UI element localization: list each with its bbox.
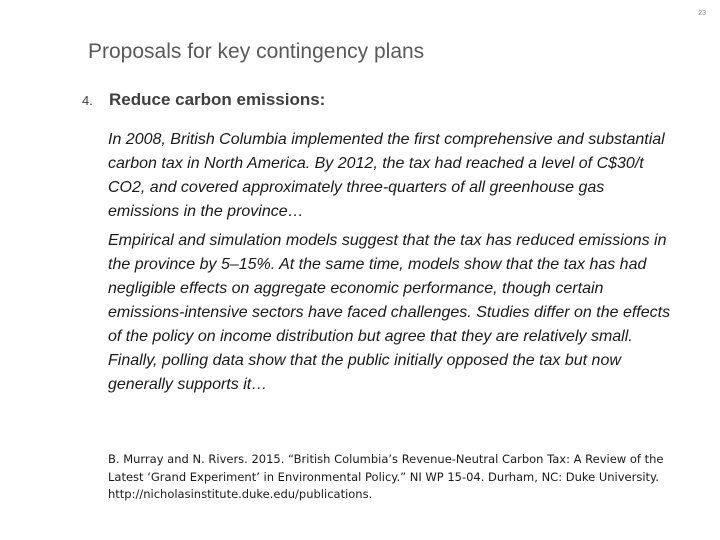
slide-title: Proposals for key contingency plans [88, 40, 425, 63]
item-heading [82, 90, 682, 110]
page-number: 23 [698, 10, 706, 17]
quote-paragraph-1: In 2008, British Columbia implemented the first comprehensive and substantial carbon tax in North America. By 2012, the tax had reached a level of C$30/t CO2, and covered approximately three-quarters of all greenhouse gas emissions in the province… [108, 131, 665, 220]
citation: B. Murray and N. Rivers. 2015. “British Columbia’s Revenue-Neutral Carbon Tax: A Review of the Latest ‘Grand Experiment’ in Environmental Policy.” NI WP 15-04. Durham, NC: Duke University. http://nicholasinstitute.duke.edu/publications. [108, 452, 664, 501]
numbered-item [82, 90, 682, 110]
item-label: Reduce carbon emissions: [109, 90, 326, 109]
item-number: 4. [82, 93, 93, 108]
quote-paragraph-2: Empirical and simulation models suggest that the tax has reduced emissions in the province by 5–15%. At the same time, models show that the tax has had negligible effects on aggregate economic performance, though certain emissions-intensive sectors have faced challenges. Studies differ on the effects of the policy on income distribution but agree that they are relatively small. Finally, polling data show that the public initially opposed the tax but now generally supports it… [108, 232, 671, 393]
